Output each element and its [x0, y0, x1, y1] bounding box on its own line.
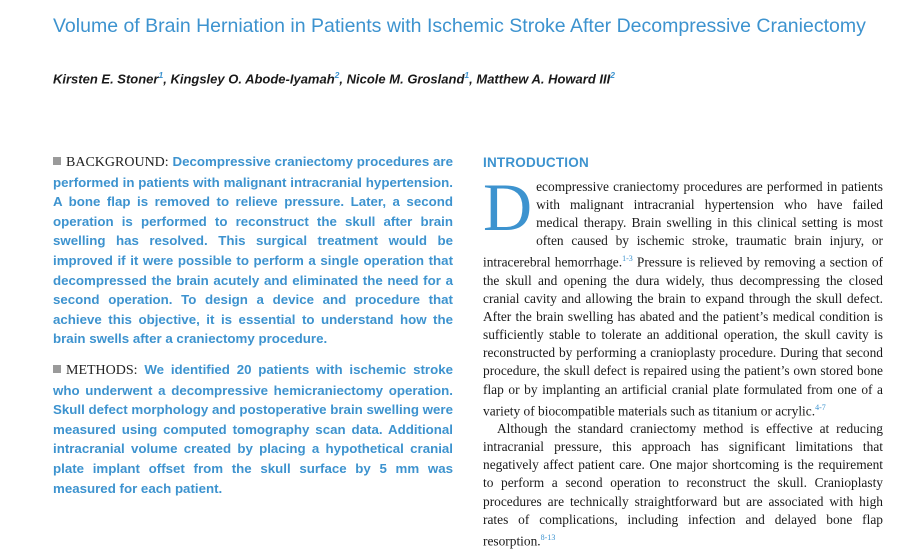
abstract-background [53, 152, 453, 349]
drop-cap: D [483, 169, 533, 245]
introduction-section [483, 155, 883, 550]
abstract-methods [53, 360, 453, 498]
abstract [53, 152, 453, 509]
intro-paragraph-2 [483, 420, 883, 550]
author-name: Kingsley O. Abode-Iyamah [170, 71, 335, 87]
author-name: Kirsten E. Stoner [53, 71, 159, 87]
background-text: Decompressive craniectomy procedures are performed in patients with malignant intracranial hypertension. A bone flap is removed to relieve pressure. Later, a second operation is performed to reconstruct the skull after brain swelling has resolved. This surgical treatment would be improved if it were possible to perform a single operation that decompressed the brain acutely and eliminated the need for a second operation. To design a device and procedure that achieve this objective, it is essential to understand how the brain swells after a craniectomy procedure. [53, 154, 453, 347]
intro-p2-text: Although the standard craniectomy method is effective at reducing intracranial pressure, this approach has significant limitations that negatively affect patient care. One major shortcoming is the requirement to perform a second operation to reconstruct the skull. Cranioplasty procedures are technically straightforward but are associated with high rates of complications, including infection and delayed bone flap resorption. [483, 421, 883, 549]
methods-text: We identified 20 patients with ischemic stroke who underwent a decompressive hemicraniectomy operation. Skull defect morphology and postoperative brain swelling were measured using computed tomography scan data. Additional intracranial volume created by placing a hypothetical cranial plate implant offset from the skull surface by 5 mm was measured for each patient. [53, 361, 453, 496]
methods-label: METHODS: [66, 362, 138, 378]
citation-ref[interactable]: 4-7 [815, 402, 826, 412]
intro-p1-text-b: Pressure is relieved by removing a section of the skull and opening the dura widely, thus decompressing the closed cranial cavity and allowing the brain to expand through the skull defect. After the brain swelling has abated and the patient’s medical condition is sufficiently stable to tolerate an additional operation, the skull cavity is reconstructed by performing a cranioplasty procedure. During that second procedure, the skull defect is repaired using the patient’s own stored bone flap or by implanting an artificial cranial plate formulated from one of a variety of biocompatible materials such as titanium or acrylic. [483, 254, 883, 419]
author-name: Matthew A. Howard III [476, 71, 611, 87]
intro-paragraph-1 [483, 169, 883, 420]
intro-p1-text-a: ecompressive craniectomy procedures are performed in patients with malignant intracranial hypertension who have failed medical therapy. Brain swelling in this clinical setting is most often caused by ischemic stroke, traumatic brain injury, or intracerebral hemorrhage. [483, 179, 883, 270]
citation-ref[interactable]: 1-3 [622, 254, 633, 264]
introduction-heading: INTRODUCTION [483, 155, 589, 170]
affiliation-mark: 1 [158, 70, 164, 80]
affiliation-mark: 1 [464, 70, 470, 80]
square-bullet-icon [53, 365, 61, 373]
citation-ref[interactable]: 8-13 [540, 532, 556, 542]
paper-title: Volume of Brain Herniation in Patients with Ischemic Stroke After Decompressive Craniectomy [53, 15, 866, 37]
author-list: Kirsten E. Stoner$^1$, Kingsley O. Abode-Iyamah$^2$, Nicole M. Grosland$^1$, Matthew A. Howard III$^2$ [53, 70, 615, 87]
affiliation-mark: 2 [334, 70, 340, 80]
square-bullet-icon [53, 157, 61, 165]
author-name: Nicole M. Grosland [346, 71, 465, 87]
background-label: BACKGROUND: [66, 155, 169, 170]
affiliation-mark: 2 [610, 70, 615, 80]
